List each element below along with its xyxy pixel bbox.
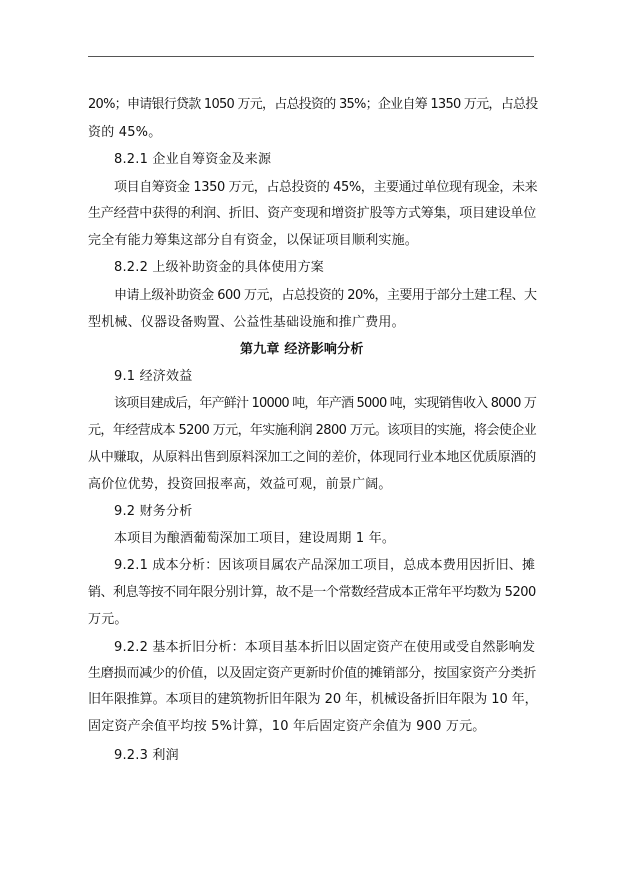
text-line: 生磨损而减少的价值，以及固定资产更新时价值的摊销部分，按国家资产分类折 [88,666,537,681]
section-heading-8-2-2: 8.2.2 上级补助资金的具体使用方案 [114,260,325,275]
section-heading-9-2: 9.2 财务分析 [114,504,193,519]
text-line: 9.2.1 成本分析：因该项目属农产品深加工项目，总成本费用因折旧、摊 [114,558,536,573]
text-line: 生产经营中获得的利润、折旧、资产变现和增资扩股等方式筹集，项目建设单位 [88,206,537,221]
text-line: 万元。 [88,612,128,627]
text-line: 型机械、仪器设备购置、公益性基础设施和推广费用。 [88,315,405,330]
text-line: 该项目建成后，年产鲜汁 10000 吨，年产酒 5000 吨，实现销售收入 8000 万 [114,396,537,411]
text-line: 高价位优势，投资回报率高，效益可观，前景广阔。 [88,477,392,492]
text-line: 20%；申请银行贷款 1050 万元，占总投资的 35%；企业自筹 1350 万元，占总投 [88,97,538,112]
text-line: 元，年经营成本 5200 万元，年实施利润 2800 万元。该项目的实施，将会使企业 [88,423,537,438]
header-rule [88,56,534,57]
text-line: 从中赚取，从原料出售到原料深加工之间的差价，体现同行业本地区优质原酒的 [88,450,537,465]
text-line: 销、利息等按不同年限分别计算，故不是一个常数经营成本正常年平均数为 5200 [88,585,536,600]
text-line: 资的 45%。 [88,125,162,140]
text-line: 旧年限推算。本项目的建筑物折旧年限为 20 年，机械设备折旧年限为 10 年， [88,692,538,707]
text-line: 9.2.2 基本折旧分析：本项目基本折旧以固定资产在使用或受自然影响发 [114,640,536,655]
text-line: 完全有能力筹集这部分自有资金，以保证项目顺利实施。 [88,233,419,248]
section-heading-8-2-1: 8.2.1 企业自筹资金及来源 [114,152,272,167]
chapter-title: 第九章 经济影响分析 [240,342,364,357]
text-line: 固定资产余值平均按 5%计算，10 年后固定资产余值为 900 万元。 [88,719,486,734]
section-heading-9-1: 9.1 经济效益 [114,369,193,384]
section-heading-9-2-3: 9.2.3 利润 [114,748,179,763]
text-line: 本项目为酿酒葡萄深加工项目，建设周期 1 年。 [114,531,396,546]
text-line: 项目自筹资金 1350 万元，占总投资的 45%，主要通过单位现有现金，未来 [114,180,538,195]
text-line: 申请上级补助资金 600 万元，占总投资的 20%，主要用于部分土建工程、大 [114,288,537,303]
